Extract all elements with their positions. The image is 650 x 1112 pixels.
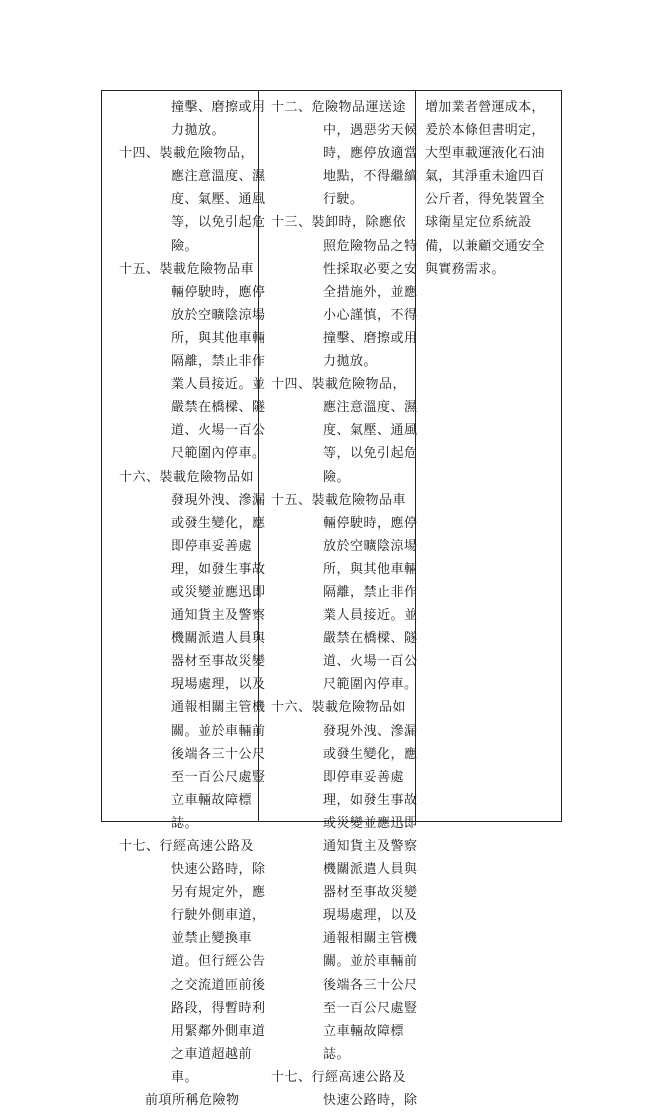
- text-line: 時，應停放適當: [323, 146, 418, 162]
- text-line: 中，遇惡劣天候: [323, 123, 418, 139]
- text-line: 機關派遣人員與: [171, 631, 266, 647]
- clause-block: [271, 211, 418, 373]
- clause-block: [425, 96, 560, 281]
- current-text-column: [271, 96, 418, 1109]
- text-line: 小心謹慎，不得: [323, 307, 418, 323]
- clause-block: [271, 96, 418, 211]
- clause-block: [119, 835, 266, 1089]
- text-line: 隔離，禁止非作: [323, 584, 418, 600]
- text-line: 隔離，禁止非作: [171, 354, 266, 370]
- text-line: 尺範圍內停車。: [323, 677, 418, 693]
- text-line: 理，如發生事故: [323, 792, 418, 808]
- clause-block: [119, 142, 266, 257]
- text-line: 十二、危險物品運送途: [271, 100, 407, 115]
- text-line: 道、火場一百公: [323, 654, 418, 670]
- text-line: 行駛。: [323, 192, 364, 208]
- text-line: 應注意溫度、濕: [171, 169, 266, 185]
- text-line: 或災變並應迅即: [323, 815, 418, 831]
- explanation-column: [425, 96, 560, 821]
- text-line: 十四、裝載危險物品，: [119, 146, 255, 162]
- clause-block: [119, 96, 266, 142]
- text-line: 業人員接近。並: [323, 608, 418, 624]
- table-border-right: [561, 91, 562, 821]
- text-line: 撞擊、磨擦或用: [171, 100, 266, 115]
- text-line: 關。並於車輛前: [171, 723, 266, 739]
- text-line: 器材至事故災變: [323, 885, 418, 901]
- text-line: 立車輛故障標: [323, 1023, 405, 1039]
- text-line: 大型車載運液化石油: [425, 146, 545, 162]
- text-line: 或發生變化，應: [323, 746, 418, 762]
- text-line: 險。: [171, 238, 199, 254]
- text-line: 嚴禁在橋樑、隧: [323, 631, 418, 647]
- text-line: 爰於本條但書明定，: [425, 123, 545, 139]
- text-line: 行駛外側車道，: [171, 908, 266, 924]
- text-line: 機關派遣人員與: [323, 862, 418, 878]
- text-line: 球衛星定位系統設: [425, 215, 532, 231]
- text-line: 照危險物品之特: [323, 238, 418, 254]
- text-line: 通知貨主及警察: [323, 839, 418, 854]
- text-line: 度、氣壓、通風: [171, 192, 266, 208]
- text-line: 通報相關主管機: [171, 700, 266, 716]
- text-line: 氣，其淨重未逾四百: [425, 169, 545, 185]
- text-line: 輛停駛時，應停: [323, 515, 418, 531]
- text-line: 或災變並應迅即: [171, 584, 266, 600]
- text-line: 十三、裝卸時，除應依: [271, 215, 407, 231]
- text-line: 快速公路時，除: [171, 862, 266, 878]
- text-line: 所，與其他車輛: [171, 330, 266, 346]
- text-line: 現場處理，以及: [171, 677, 266, 693]
- text-line: 器材至事故災變: [171, 654, 266, 670]
- text-line: 增加業者營運成本，: [425, 100, 545, 115]
- text-line: 快速公路時，除: [323, 1093, 418, 1109]
- clause-block: [119, 258, 266, 466]
- text-line: 誌。: [323, 1046, 351, 1062]
- text-line: 放於空曠陰涼場: [171, 307, 266, 323]
- text-line: 現場處理，以及: [323, 908, 418, 924]
- text-line: 後端各三十公尺: [171, 746, 266, 762]
- text-line: 發現外洩、滲漏: [323, 723, 418, 739]
- clause-block: [271, 696, 418, 1066]
- text-line: 全措施外，並應: [323, 284, 418, 300]
- text-line: 十五、裝載危險物品車: [119, 261, 255, 277]
- text-line: 力拋放。: [323, 354, 378, 370]
- clause-block: [271, 1066, 418, 1112]
- text-line: 十四、裝載危險物品，: [271, 377, 407, 393]
- clause-block: [271, 373, 418, 488]
- text-line: 十五、裝載危險物品車: [271, 492, 407, 508]
- text-line: 與實務需求。: [425, 261, 505, 277]
- text-line: 後端各三十公尺: [323, 977, 418, 993]
- text-line: 十七、行經高速公路及: [271, 1069, 407, 1085]
- text-line: 力拋放。: [171, 123, 226, 139]
- clause-block: [271, 489, 418, 697]
- text-line: 或發生變化，應: [171, 515, 266, 531]
- text-line: 理，如發生事故: [171, 561, 266, 577]
- clause-block: [119, 1089, 257, 1112]
- text-line: 立車輛故障標: [171, 792, 253, 808]
- text-line: 另有規定外，應: [171, 885, 266, 901]
- text-line: 前項所稱危險物: [145, 1093, 240, 1109]
- text-line: 尺範圍內停車。: [171, 446, 266, 462]
- text-line: 十六、裝載危險物品如: [271, 700, 407, 716]
- text-line: 即停車妥善處: [323, 769, 405, 785]
- text-line: 險。: [323, 469, 351, 485]
- text-line: 之交流道匝前後: [171, 977, 266, 993]
- text-line: 並禁止變換車: [171, 931, 253, 947]
- text-line: 通知貨主及警察: [171, 608, 266, 624]
- text-line: 地點，不得繼續: [323, 169, 418, 185]
- text-line: 所，與其他車輛: [323, 561, 418, 577]
- text-line: 備，以兼顧交通安全: [425, 238, 545, 254]
- text-line: 之車道超越前: [171, 1046, 253, 1062]
- text-line: 發現外洩、滲漏: [171, 492, 266, 508]
- text-line: 路段，得暫時利: [171, 1000, 266, 1016]
- text-line: 輛停駛時，應停: [171, 284, 266, 300]
- text-line: 等，以免引起危: [323, 446, 418, 462]
- text-line: 用緊鄰外側車道: [171, 1023, 266, 1039]
- text-line: 車。: [171, 1069, 199, 1085]
- amended-text-column: [119, 96, 266, 1109]
- text-line: 至一百公尺處豎: [171, 769, 266, 785]
- text-line: 嚴禁在橋樑、隧: [171, 400, 266, 416]
- text-line: 通報相關主管機: [323, 931, 418, 947]
- text-line: 關。並於車輛前: [323, 954, 418, 970]
- text-line: 道、火場一百公: [171, 423, 266, 439]
- table-border-left: [101, 91, 102, 821]
- text-line: 撞擊、磨擦或用: [323, 330, 418, 346]
- text-line: 公斤者，得免裝置全: [425, 192, 545, 208]
- text-line: 性採取必要之安: [323, 261, 418, 277]
- comparison-table: [101, 90, 562, 1109]
- text-line: 即停車妥善處: [171, 538, 253, 554]
- text-line: 十六、裝載危險物品如: [119, 469, 255, 485]
- text-line: 至一百公尺處豎: [323, 1000, 418, 1016]
- text-line: 度、氣壓、通風: [323, 423, 418, 439]
- text-line: 道。但行經公告: [171, 954, 266, 970]
- text-line: 應注意溫度、濕: [323, 400, 418, 416]
- text-line: 業人員接近。並: [171, 377, 266, 393]
- text-line: 誌。: [171, 815, 199, 831]
- text-line: 十七、行經高速公路及: [119, 839, 255, 854]
- text-line: 等，以免引起危: [171, 215, 266, 231]
- clause-block: [119, 466, 266, 836]
- text-line: 放於空曠陰涼場: [323, 538, 418, 554]
